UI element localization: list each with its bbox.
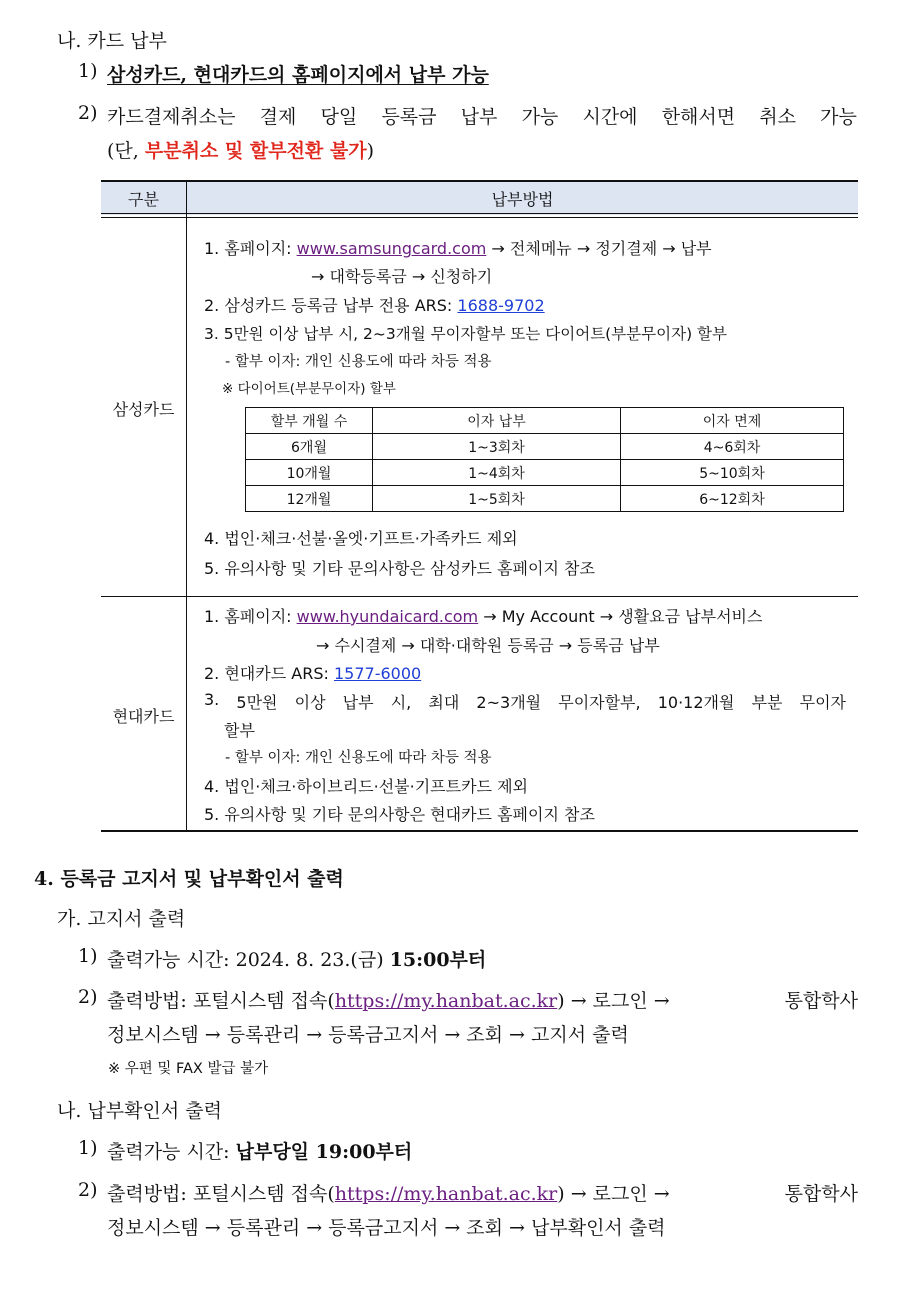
item-number: 2) [78,1179,98,1201]
cancel-policy-exception: (단, 부분취소 및 할부전환 불가) [107,140,375,162]
samsung-diet-note: ※ 다이어트(부분무이자) 할부 [222,381,396,397]
hyundai-ars-phone-link[interactable]: 1577-6000 [333,664,422,683]
card-homepage-note: 삼성카드, 현대카드의 홈페이지에서 납부 가능 [107,64,489,86]
item-number: 1) [78,1137,98,1159]
samsung-url-link[interactable]: www.samsungcard.com [296,239,487,258]
installment-header-row [246,408,844,434]
samsung-ars-line: 2. 삼성카드 등록금 납부 전용 ARS: 1688-9702 [204,296,545,315]
table-cell: 6~12회차 [621,486,844,512]
samsung-ars-phone-link[interactable]: 1688-9702 [457,296,545,315]
hyundai-homepage-line: 1. 홈페이지: www.hyundaicard.com → My Account → 생활요금 납부서비스 [204,607,763,626]
bill-print-time: 출력가능 시간: 2024. 8. 23.(금) 15:00부터 [107,949,487,971]
subsection-heading-bill: 가. 고지서 출력 [57,908,186,930]
bill-print-note: ※ 우편 및 FAX 발급 불가 [108,1061,269,1077]
hyundai-inquiry-line: 5. 유의사항 및 기타 문의사항은 현대카드 홈페이지 참조 [204,805,595,824]
hyundai-installment-line: 3. 5만원 이상 납부 시, 최대 2~3개월 무이자할부, 10·12개월 부분 무이자 [204,690,846,712]
header-divider [101,213,858,218]
cancel-policy-line: 카드결제취소는 결제 당일 등록금 납부 가능 시간에 한해서면 취소 가능 [107,106,857,128]
row-label-hyundai: 현대카드 [112,707,175,726]
table-cell: 1~5회차 [373,486,621,512]
samsung-inquiry-line: 5. 유의사항 및 기타 문의사항은 삼성카드 홈페이지 참조 [204,559,595,578]
table-cell: 4~6회차 [621,434,844,460]
hyundai-homepage-path: → 수시결제 → 대학·대학원 등록금 → 등록금 납부 [316,636,660,655]
portal-url-link[interactable]: https://my.hanbat.ac.kr [334,990,558,1012]
row-label-samsung: 삼성카드 [112,400,175,419]
hyundai-url-link[interactable]: www.hyundaicard.com [296,607,479,626]
hyundai-ars-line: 2. 현대카드 ARS: 1577-6000 [204,664,422,683]
receipt-print-time: 출력가능 시간: 납부당일 19:00부터 [107,1141,413,1163]
table-cell: 5~10회차 [621,460,844,486]
header-payment-method: 납부방법 [491,190,554,209]
samsung-homepage-line: 1. 홈페이지: www.samsungcard.com → 전체메뉴 → 정기결제 → 납부 [204,239,712,258]
column-divider [186,182,187,831]
row-divider [101,596,858,597]
table-cell: 6개월 [246,434,373,460]
bill-print-method-cont: 정보시스템 → 등록관리 → 등록금고지서 → 조회 → 고지서 출력 [107,1024,629,1046]
bill-print-method: 출력방법: 포털시스템 접속(https://my.hanbat.ac.kr) → 로그인 → 통합학사 [107,990,858,1012]
receipt-print-method: 출력방법: 포털시스템 접속(https://my.hanbat.ac.kr) → 로그인 → 통합학사 [107,1183,858,1205]
installment-header-interest-paid: 이자 납부 [373,408,621,434]
table-row [246,486,844,512]
samsung-installment-line: 3. 5만원 이상 납부 시, 2~3개월 무이자할부 또는 다이어트(부분무이자) 할부 [204,325,727,343]
samsung-interest-note: - 할부 이자: 개인 신용도에 따라 차등 적용 [225,354,492,370]
table-row [246,460,844,486]
portal-url-link[interactable]: https://my.hanbat.ac.kr [334,1183,558,1205]
table-cell: 1~4회차 [373,460,621,486]
subsection-heading-receipt: 나. 납부확인서 출력 [57,1100,222,1122]
item-number: 1) [78,60,98,82]
table-cell: 12개월 [246,486,373,512]
receipt-print-method-cont: 정보시스템 → 등록관리 → 등록금고지서 → 조회 → 납부확인서 출력 [107,1217,666,1239]
item-number: 2) [78,986,98,1008]
table-row [246,434,844,460]
section-heading-card-payment: 나. 카드 납부 [57,30,167,52]
table-cell: 1~3회차 [373,434,621,460]
section-heading-print: 4. 등록금 고지서 및 납부확인서 출력 [34,868,344,890]
table-bottom-border [101,830,858,832]
item-number: 1) [78,945,98,967]
installment-table [245,407,844,512]
item-number: 2) [78,102,98,124]
table-cell: 10개월 [246,460,373,486]
hyundai-interest-note: - 할부 이자: 개인 신용도에 따라 차등 적용 [225,750,492,766]
hyundai-exclusion-line: 4. 법인·체크·하이브리드·선불·기프트카드 제외 [204,777,528,796]
header-category: 구분 [128,190,159,209]
samsung-homepage-path: → 대학등록금 → 신청하기 [311,267,493,286]
hyundai-installment-line-cont: 할부 [224,721,255,740]
installment-header-interest-free: 이자 면제 [621,408,844,434]
installment-header-months: 할부 개월 수 [246,408,373,434]
samsung-exclusion-line: 4. 법인·체크·선불·올엣·기프트·가족카드 제외 [204,529,518,548]
